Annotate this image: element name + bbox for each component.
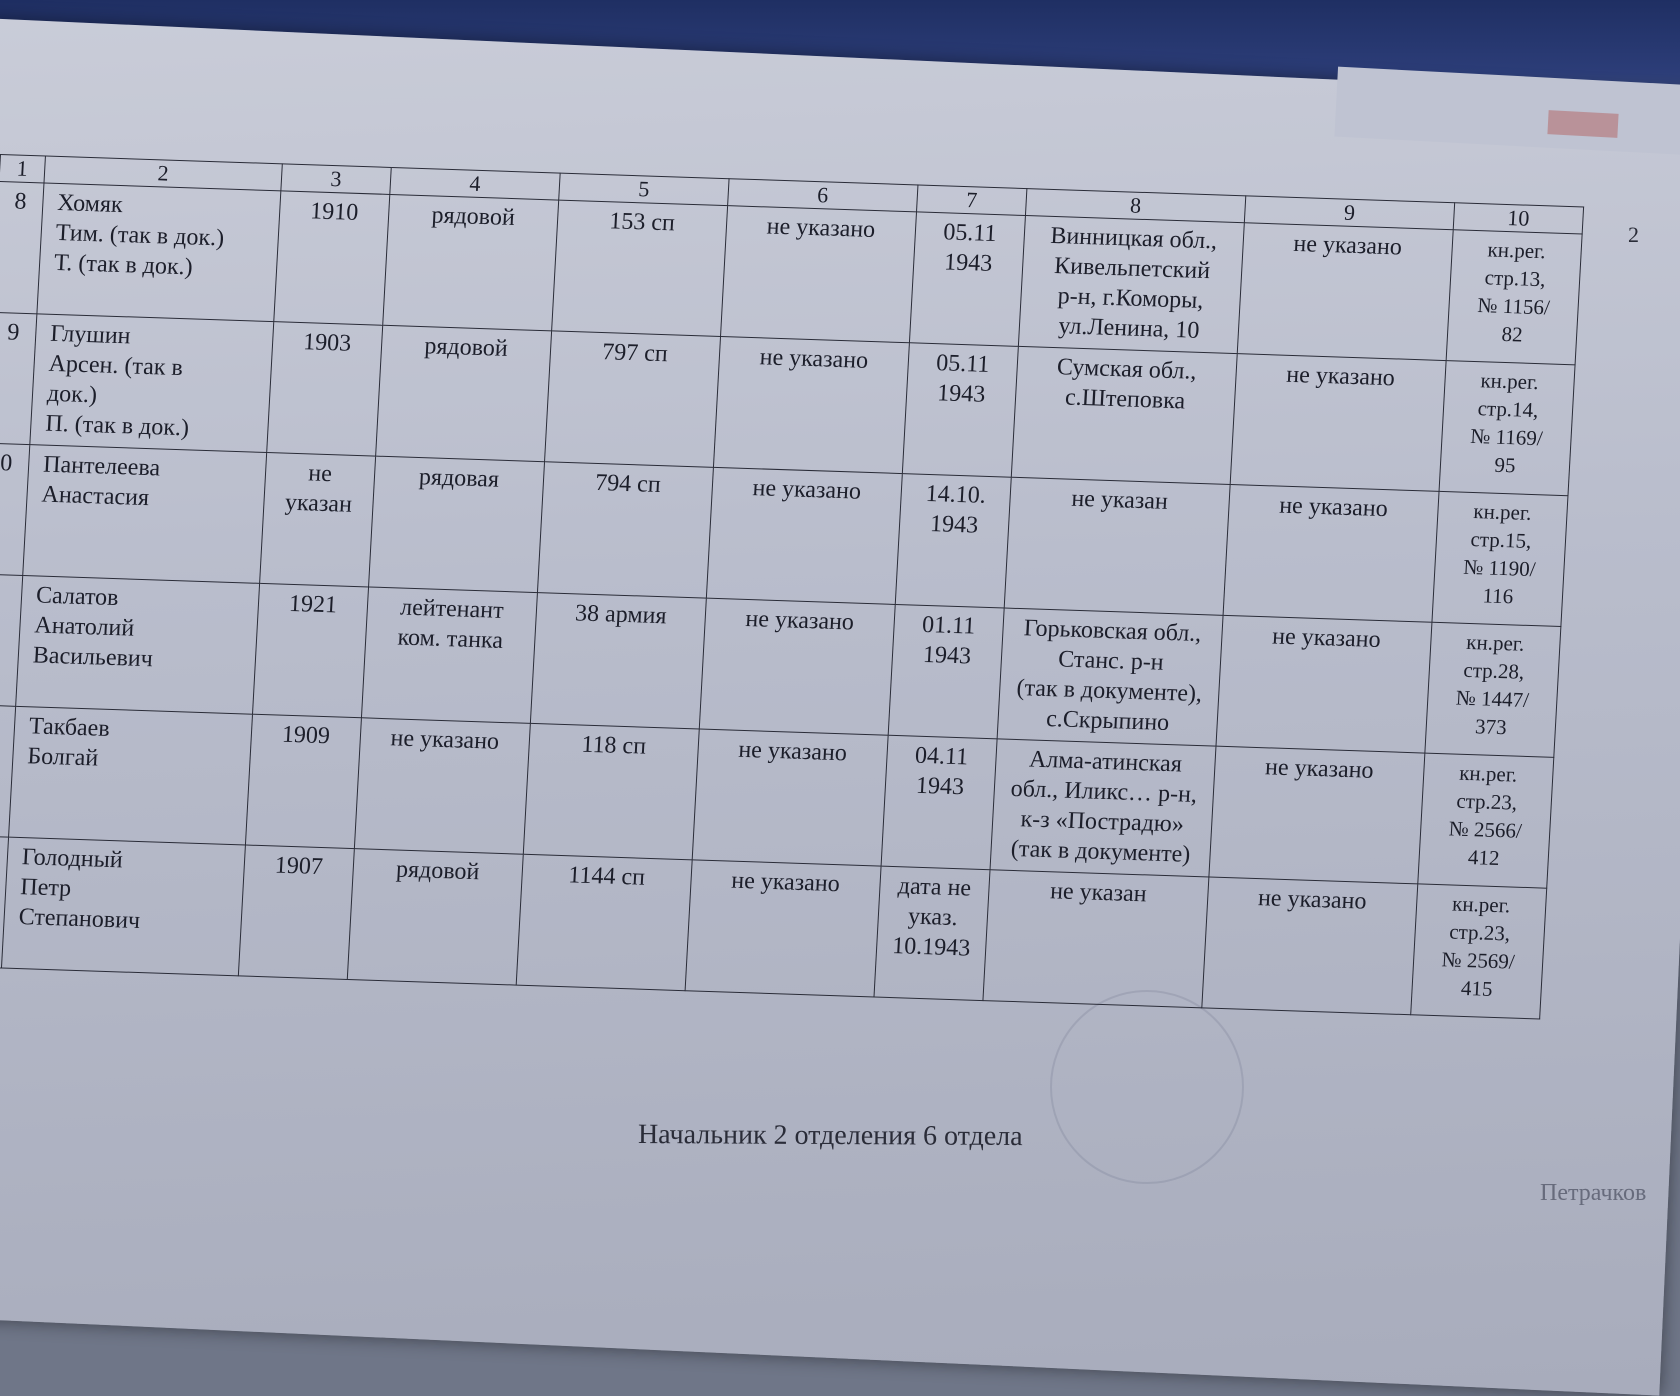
- column-9-value: не указано: [1223, 484, 1439, 622]
- date: 04.11 1943: [881, 735, 997, 869]
- birth-year: 1909: [245, 714, 361, 848]
- place: не указан: [983, 870, 1209, 1008]
- birth-year: 1910: [274, 191, 390, 325]
- column-9-value: не указано: [1230, 354, 1446, 492]
- column-header: 2: [44, 156, 282, 191]
- date: 14.10. 1943: [895, 474, 1011, 608]
- column-6-value: не указано: [685, 860, 881, 997]
- date: 05.11 1943: [909, 212, 1025, 346]
- registry-reference: кн.рег. стр.14, № 1169/ 95: [1439, 361, 1575, 496]
- column-header: 7: [917, 185, 1027, 216]
- person-name: Такбаев Болгай: [9, 706, 253, 845]
- person-name: Хомяк Тим. (так в док.) Т. (так в док.): [37, 183, 281, 322]
- date: дата не указ. 10.1943: [874, 866, 990, 1000]
- registry-reference: кн.рег. стр.23, № 2566/ 412: [1418, 753, 1554, 888]
- records-table: [0, 154, 1584, 1020]
- rank: не указано: [354, 718, 530, 854]
- birth-year: 1921: [253, 583, 369, 717]
- date: 05.11 1943: [902, 343, 1018, 477]
- unit: 153 сп: [552, 200, 728, 336]
- rank: рядовая: [369, 456, 545, 592]
- row-number: 0: [0, 443, 30, 575]
- faint-seal-imprint: [1050, 990, 1244, 1184]
- unit: 1144 сп: [516, 854, 692, 990]
- column-header: 3: [281, 164, 391, 195]
- column-6-value: не указано: [713, 336, 909, 473]
- registry-reference: кн.рег. стр.15, № 1190/ 116: [1432, 491, 1568, 626]
- birth-year: не указан: [260, 453, 376, 587]
- unit: 794 сп: [537, 462, 713, 598]
- column-header: 6: [728, 179, 918, 212]
- column-6-value: не указано: [699, 598, 895, 735]
- column-6-value: не указано: [692, 729, 888, 866]
- column-header: 8: [1025, 189, 1245, 223]
- place: Сумская обл., с.Штеповка: [1011, 346, 1237, 484]
- rank: лейтенант ком. танка: [361, 587, 537, 723]
- place: Алма-атинская обл., Иликс… р-н, к-з «Пострадю» (так в документе): [990, 739, 1216, 877]
- page-corner-number: 2: [1628, 222, 1639, 247]
- footer-signature-line: Начальник 2 отделения 6 отдела: [637, 1118, 1023, 1153]
- rank: рядовой: [376, 325, 552, 461]
- column-header: 5: [559, 173, 729, 206]
- row-number: 9: [0, 312, 37, 444]
- column-header: 10: [1453, 203, 1583, 234]
- column-9-value: не указано: [1237, 223, 1453, 361]
- column-6-value: не указано: [721, 206, 917, 343]
- person-name: Пантелеева Анастасия: [23, 445, 267, 584]
- date: 01.11 1943: [888, 604, 1004, 738]
- column-9-value: не указано: [1209, 746, 1425, 884]
- registry-reference: кн.рег. стр.13, № 1156/ 82: [1446, 230, 1582, 365]
- signature-name: Петрачков: [1540, 1180, 1647, 1206]
- unit: 797 сп: [545, 331, 721, 467]
- registry-reference: кн.рег. стр.23, № 2569/ 415: [1411, 884, 1547, 1019]
- rank: рядовой: [383, 194, 559, 330]
- birth-year: 1907: [238, 845, 354, 979]
- red-stamp-mark: [1547, 110, 1618, 138]
- person-name: Салатов Анатолий Васильевич: [16, 575, 260, 714]
- column-6-value: не указано: [706, 467, 902, 604]
- unit: 38 армия: [530, 593, 706, 729]
- column-9-value: не указано: [1202, 877, 1418, 1015]
- column-header: 9: [1244, 196, 1454, 230]
- column-header: 4: [390, 167, 560, 200]
- place: Горьковская обл., Станс. р-н (так в документе), с.Скрыпино: [997, 608, 1223, 746]
- column-header: 1: [0, 155, 45, 183]
- registry-reference: кн.рег. стр.28, № 1447/ 373: [1425, 622, 1561, 757]
- place: Винницкая обл., Кивельпетский р-н, г.Коморы, ул.Ленина, 10: [1018, 216, 1244, 354]
- person-name: Глушин Арсен. (так в док.) П. (так в док.): [30, 314, 274, 453]
- rank: рядовой: [347, 849, 523, 985]
- birth-year: 1903: [267, 322, 383, 456]
- column-9-value: не указано: [1216, 615, 1432, 753]
- unit: 118 сп: [523, 723, 699, 859]
- person-name: Голодный Петр Степанович: [1, 837, 245, 976]
- row-number: 8: [0, 181, 44, 313]
- place: не указан: [1004, 477, 1230, 615]
